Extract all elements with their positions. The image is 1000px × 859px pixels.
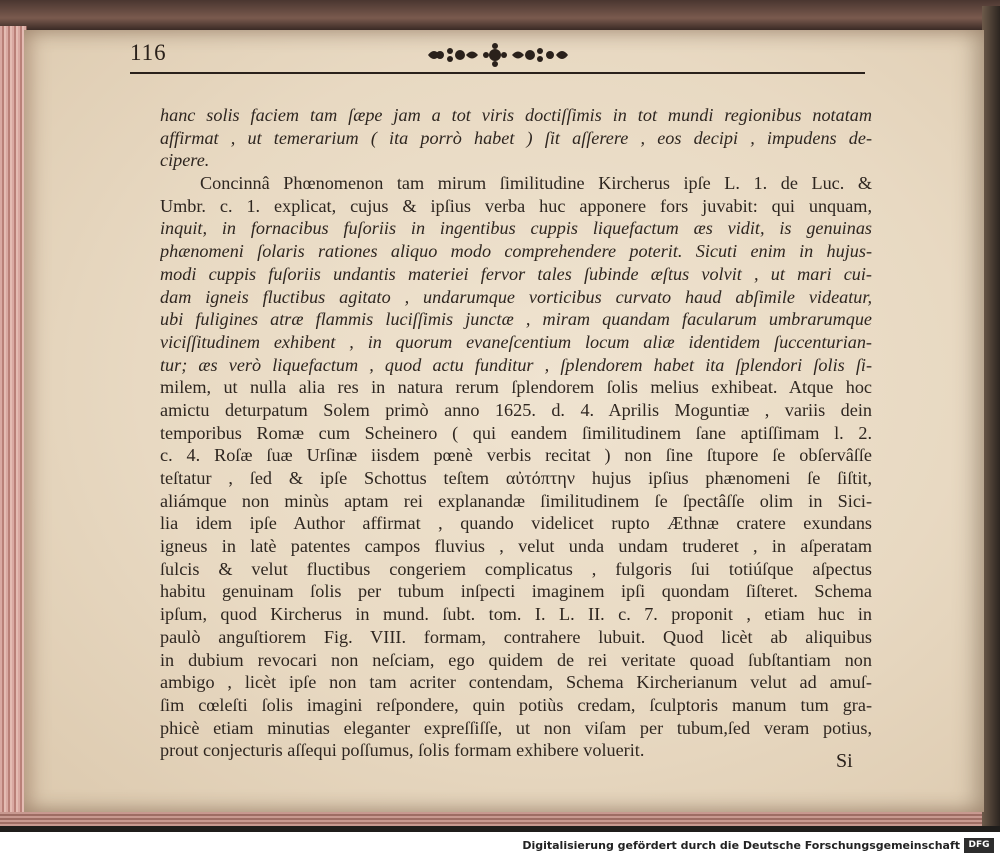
book-right-edge	[982, 6, 1000, 826]
text-line: milem, ut nulla alia res in natura rerum ſplendorem ſolis melius exhibeat. Atque hoc	[160, 377, 872, 398]
text-line: ſulcis & velut fluctibus congeriem complicatus , fulgoris ſui totiúſque aſpectus	[160, 558, 872, 579]
page-header	[130, 40, 865, 80]
footer-credit: Digitalisierung gefördert durch die Deutsche Forschungsgemeinschaft	[522, 839, 960, 852]
text-line: c. 4. Roſæ ſuæ Urſinæ iisdem pœnè verbis recitat ) non ſine ſtupore ſe obſervâſſe	[160, 445, 872, 466]
text-line: modi cuppis fuſoriis undantis materiei fervor tales ſubinde æſtus volvit , ut mari cui-	[160, 263, 872, 284]
text-line: teſtatur , ſed & ipſe Schottus teſtem αὐτόπτην hujus ipſius phænomeni ſe ſiſtit,	[160, 468, 872, 488]
text-line: ipſum, quod Kircherus in mund. ſubt. tom. I. L. II. c. 7. proponit , etiam huc in	[160, 604, 872, 625]
body-text	[160, 104, 872, 762]
catchword: Si	[836, 750, 853, 772]
page-stack-left	[0, 26, 27, 821]
text-line: viciſſitudinem exhibent , in quorum evaneſcentium locum aliæ identidem ſuccenturian-	[160, 331, 872, 352]
text-line: temporibus Romæ cum Scheinero ( qui eandem ſimilitudinem ſane aptiſſimam l. 2.	[160, 422, 872, 443]
dfg-logo-icon: DFG	[964, 838, 994, 853]
text-line: aliámque non minùs aptam rei explanandæ ſimilitudinem ſe ſpectâſſe olim in Sici-	[160, 490, 872, 511]
text-line: phicè etiam minutias eleganter expreſſiſſe, ut non viſam per tubum,ſed veram potius,	[160, 717, 872, 738]
text-line: habitu genuinam ſolis per tubum inſpecti imaginem ipſi quondam ſiſteret. Schema	[160, 581, 872, 602]
text-line: ſim cœleſti ſolis imagini reſpondere, quin potiùs credam, ſculptoris manum tum gra-	[160, 694, 872, 715]
text-line: dam igneis fluctibus agitato , undarumque vorticibus curvato haud abſimile videatur,	[160, 286, 872, 307]
book-top-edge	[0, 0, 1000, 30]
text-line: lia idem ipſe Author affirmat , quando videlicet rupto Æthnæ cratere exundans	[160, 513, 872, 534]
text-line: hanc solis faciem tam ſæpe jam a tot viris doctiſſimis in tot mundi regionibus notatam	[160, 105, 872, 125]
text-line: inquit, in fornacibus fuſoriis in ingentibus cuppis liquefactum æs vidit, is genuinas	[160, 218, 872, 239]
header-rule	[130, 72, 865, 74]
text-line: cipere.	[160, 150, 210, 171]
text-line: prout conjecturis aſſequi poſſumus, ſolis formam exhibere voluerit.	[160, 740, 645, 761]
text-line: igneus in latè patentes campos fluvius , velut unda undam truderet , in aſperatam	[160, 536, 872, 557]
page-stack-bottom	[0, 812, 1000, 826]
digitization-footer	[0, 832, 1000, 859]
text-line: Concinnâ Phœnomenon tam mirum ſimilitudine Kircherus ipſe L. 1. de Luc. &	[200, 173, 872, 194]
text-line: ambigo , licèt ipſe non tam acriter contendam, Schema Kircherianum velut ad amuſ-	[160, 672, 872, 693]
text-line: affirmat , ut temerarium ( ita porrò habet ) ſit aſſerere , eos decipi , impudens de-	[160, 127, 872, 148]
fleuron-ornament-icon	[420, 42, 570, 68]
text-line: Umbr. c. 1. explicat, cujus & ipſius verba huc apponere fors juvabit: qui unquam,	[160, 195, 872, 216]
text-line: amictu deturpatum Solem primò anno 1625. d. 4. Aprilis Moguntiæ , variis dein	[160, 399, 872, 420]
text-line: paulò anguſtiorem Fig. VIII. formam, contrahere lubuit. Quod licèt ab aliquibus	[160, 626, 872, 647]
page-number: 116	[130, 40, 167, 65]
text-line: ubi fuligines atræ flammis luciſſimis junctæ , miram quandam facularum umbrarumque	[160, 309, 872, 330]
text-line: phænomeni ſolaris rationes aliquo modo comprehendere poterit. Sicuti enim in hujus-	[160, 241, 872, 262]
text-line: tur; æs verò liquefactum , quod actu funditur , ſplendorem habet ita ſplendori ſolis ſi-	[160, 354, 872, 375]
text-line: in dubium revocari non neſciam, ego quidem de rei veritate quoad ſubſtantiam non	[160, 649, 872, 670]
